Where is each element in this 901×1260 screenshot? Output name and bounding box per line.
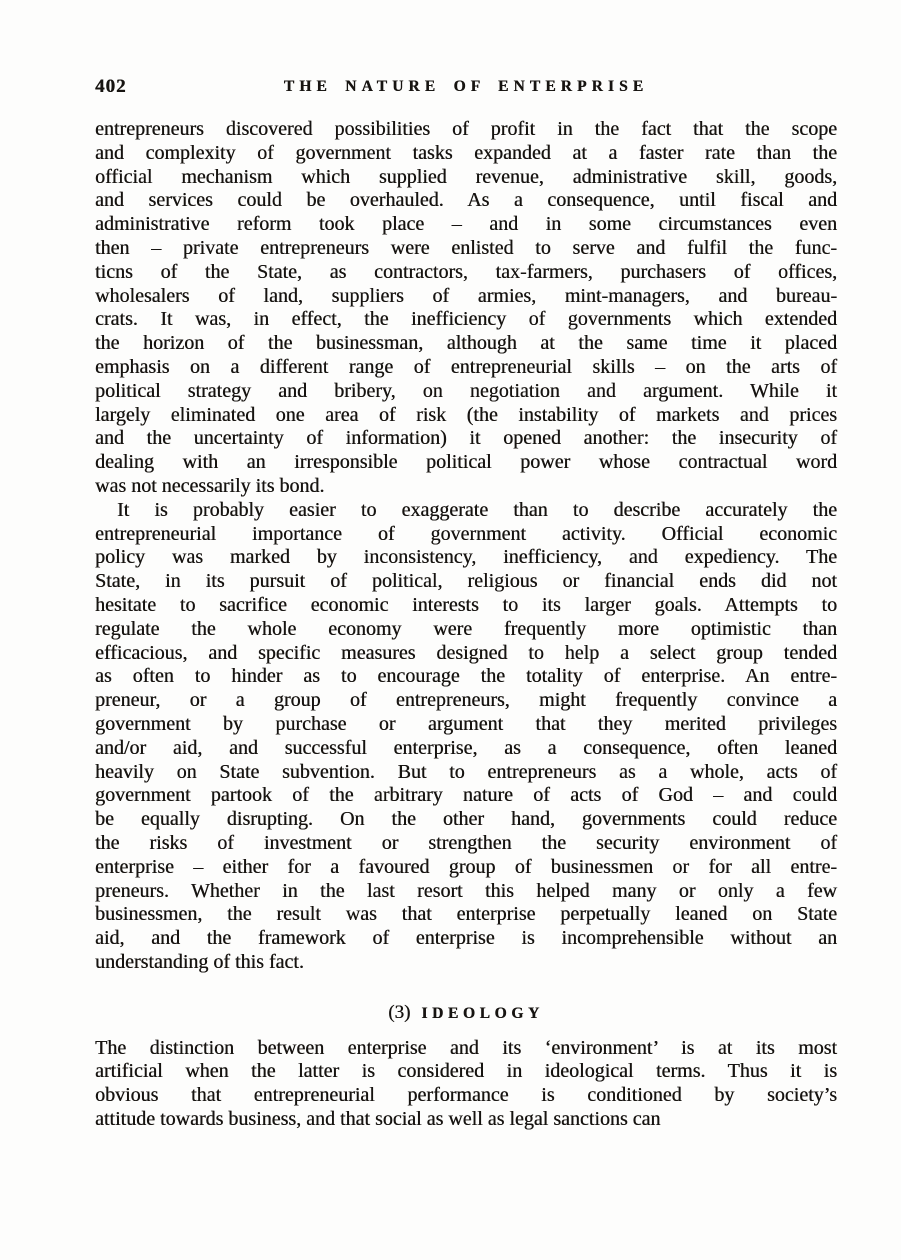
section-title: IDEOLOGY	[421, 1004, 544, 1022]
text-line: political strategy and bribery, on negotiation and argument. While it	[95, 379, 837, 402]
text-line: State, in its pursuit of political, religious or financial ends did not	[95, 570, 837, 593]
text-line: official mechanism which supplied revenue, administrative skill, goods,	[95, 165, 837, 188]
text-line: dealing with an irresponsible political power whose contractual word	[95, 451, 837, 474]
text-line: enterprise – either for a favoured group of businessmen or for all entre-	[95, 855, 837, 878]
page-number: 402	[95, 76, 127, 97]
text-line: efficacious, and specific measures designed to help a select group tended	[95, 641, 837, 664]
text-line: understanding of this fact.	[95, 950, 304, 973]
section-number: (3)	[388, 1001, 411, 1023]
text-line: government by purchase or argument that they merited privileges	[95, 712, 837, 735]
text-line: then – private entrepreneurs were enlisted to serve and fulfil the func-	[95, 236, 837, 259]
page-header	[95, 76, 837, 100]
text-line: preneurs. Whether in the last resort this helped many or only a few	[95, 879, 837, 902]
text-line: regulate the whole economy were frequently more optimistic than	[95, 617, 837, 640]
paragraph	[95, 499, 837, 975]
text-line: artificial when the latter is considered in ideological terms. Thus it is	[95, 1060, 837, 1083]
text-line: aid, and the framework of enterprise is incomprehensible without an	[95, 927, 837, 950]
text-line: largely eliminated one area of risk (the instability of markets and prices	[95, 403, 837, 426]
text-line: administrative reform took place – and in some circumstances even	[95, 213, 837, 236]
text-line: obvious that entrepreneurial performance is conditioned by society’s	[95, 1084, 837, 1107]
text-line: attitude towards business, and that social as well as legal sanctions can	[95, 1108, 661, 1131]
text-line: entrepreneurial importance of government activity. Official economic	[95, 522, 837, 545]
text-line: emphasis on a different range of entrepreneurial skills – on the arts of	[95, 355, 837, 378]
paragraph	[95, 1037, 837, 1132]
text-line: as often to hinder as to encourage the totality of enterprise. An entre-	[95, 665, 837, 688]
text-line: the risks of investment or strengthen the security environment of	[95, 831, 837, 854]
text-line: businessmen, the result was that enterprise perpetually leaned on State	[95, 903, 837, 926]
text-line: preneur, or a group of entrepreneurs, might frequently convince a	[95, 689, 837, 712]
text-line: and complexity of government tasks expanded at a faster rate than the	[95, 141, 837, 164]
text-line: entrepreneurs discovered possibilities of profit in the fact that the scope	[95, 118, 837, 140]
text-line: government partook of the arbitrary nature of acts of God – and could	[95, 784, 837, 807]
text-line: hesitate to sacrifice economic interests to its larger goals. Attempts to	[95, 593, 837, 616]
section-heading	[95, 999, 837, 1025]
text-line: ticns of the State, as contractors, tax-farmers, purchasers of offices,	[95, 260, 837, 283]
text-line: wholesalers of land, suppliers of armies, mint-managers, and bureau-	[95, 284, 837, 307]
text-line: be equally disrupting. On the other hand, governments could reduce	[95, 808, 837, 831]
text-line: crats. It was, in effect, the inefficiency of governments which extended	[95, 308, 837, 331]
text-line: The distinction between enterprise and its ‘environment’ is at its most	[95, 1036, 837, 1059]
text-line: It is probably easier to exaggerate than to describe accurately the	[117, 498, 837, 521]
text-line: the horizon of the businessman, although at the same time it placed	[95, 332, 837, 355]
text-line: was not necessarily its bond.	[95, 474, 325, 497]
text-line: heavily on State subvention. But to entrepreneurs as a whole, acts of	[95, 760, 837, 783]
paragraph	[95, 118, 837, 499]
text-line: and services could be overhauled. As a consequence, until fiscal and	[95, 189, 837, 212]
text-line: and the uncertainty of information) it opened another: the insecurity of	[95, 427, 837, 450]
running-title: THE NATURE OF ENTERPRISE	[283, 78, 649, 95]
page-body	[95, 118, 837, 1132]
text-line: policy was marked by inconsistency, inefficiency, and expediency. The	[95, 546, 837, 569]
text-line: and/or aid, and successful enterprise, as a consequence, often leaned	[95, 736, 837, 759]
